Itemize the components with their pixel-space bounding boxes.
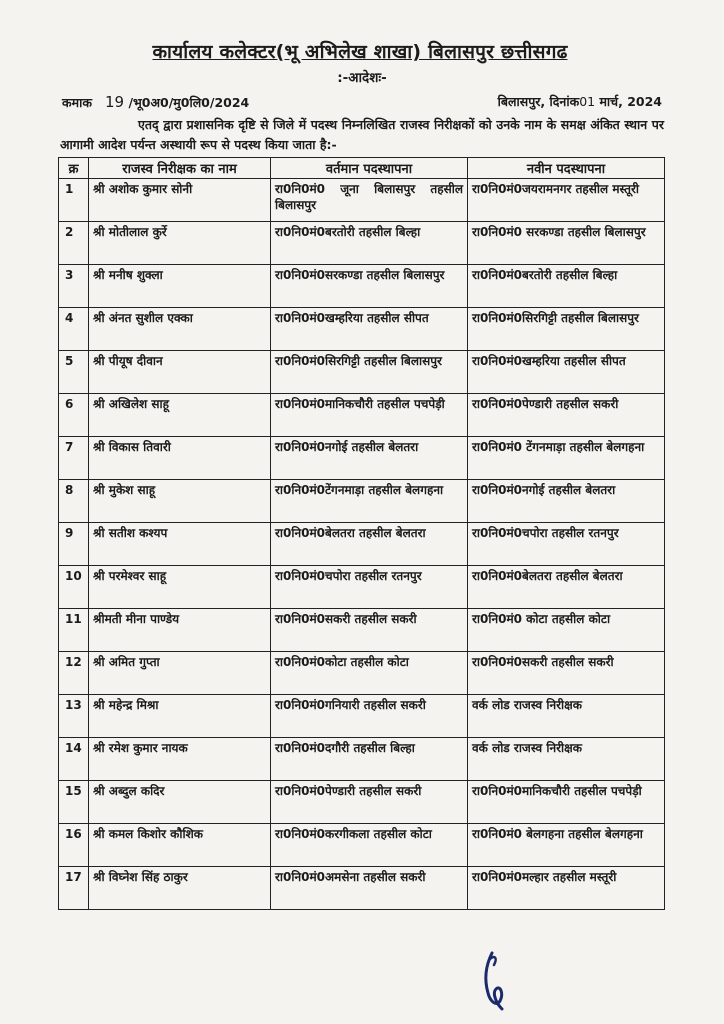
serial-cell: 10	[59, 566, 89, 609]
current-posting-cell: रा0नि0मं0बरतोरी तहसील बिल्हा	[271, 222, 468, 265]
serial-cell: 11	[59, 609, 89, 652]
new-posting-cell: वर्क लोड राजस्व निरीक्षक	[468, 738, 665, 781]
table-row	[59, 394, 665, 437]
serial-cell: 6	[59, 394, 89, 437]
new-posting-cell: रा0नि0मं0मल्हार तहसील मस्तूरी	[468, 867, 665, 910]
table-header-row	[59, 158, 665, 179]
serial-cell: 4	[59, 308, 89, 351]
current-posting-cell: रा0नि0मं0बेलतरा तहसील बेलतरा	[271, 523, 468, 566]
new-posting-cell: रा0नि0मं0 बेलगहना तहसील बेलगहना	[468, 824, 665, 867]
current-posting-cell: रा0नि0मं0दगौरी तहसील बिल्हा	[271, 738, 468, 781]
current-posting-cell: रा0नि0मं0खम्हरिया तहसील सीपत	[271, 308, 468, 351]
header-serial: क्र	[59, 158, 89, 179]
current-posting-cell: रा0नि0मं0नगोई तहसील बेलतरा	[271, 437, 468, 480]
table-row	[59, 265, 665, 308]
current-posting-cell: रा0नि0मं0सरकण्डा तहसील बिलासपुर	[271, 265, 468, 308]
place-date	[498, 93, 662, 110]
name-cell: श्री अमित गुप्ता	[89, 652, 271, 695]
name-cell: श्री विघ्नेश सिंह ठाकुर	[89, 867, 271, 910]
table-row	[59, 652, 665, 695]
name-cell: श्री कमल किशोर कौशिक	[89, 824, 271, 867]
new-posting-cell: रा0नि0मं0बेलतरा तहसील बेलतरा	[468, 566, 665, 609]
table-row	[59, 781, 665, 824]
current-posting-cell: रा0नि0मं0चपोरा तहसील रतनपुर	[271, 566, 468, 609]
table-row	[59, 609, 665, 652]
serial-cell: 8	[59, 480, 89, 523]
table-row	[59, 566, 665, 609]
new-posting-cell: रा0नि0मं0सिरगिट्टी तहसील बिलासपुर	[468, 308, 665, 351]
table-row	[59, 308, 665, 351]
transfer-table	[58, 157, 665, 910]
handwritten-day: 01	[579, 94, 596, 109]
name-cell: श्री मुकेश साहू	[89, 480, 271, 523]
name-cell: श्रीमती मीना पाण्डेय	[89, 609, 271, 652]
order-heading: :-आदेशः-	[337, 70, 387, 86]
new-posting-cell: रा0नि0मं0 सरकण्डा तहसील बिलासपुर	[468, 222, 665, 265]
reference-line	[62, 93, 662, 113]
name-cell: श्री सतीश कश्यप	[89, 523, 271, 566]
serial-cell: 16	[59, 824, 89, 867]
serial-cell: 1	[59, 179, 89, 222]
current-posting-cell: रा0नि0मं0अमसेना तहसील सकरी	[271, 867, 468, 910]
header-name: राजस्व निरीक्षक का नाम	[89, 158, 271, 179]
name-cell: श्री अखिलेश साहू	[89, 394, 271, 437]
place-date-suffix: मार्च, 2024	[599, 94, 662, 109]
serial-cell: 12	[59, 652, 89, 695]
current-posting-cell: रा0नि0मं0पेण्डारी तहसील सकरी	[271, 781, 468, 824]
new-posting-cell: रा0नि0मं0मानिकचौरी तहसील पचपेड़ी	[468, 781, 665, 824]
current-posting-cell: रा0नि0मं0सिरगिट्टी तहसील बिलासपुर	[271, 351, 468, 394]
new-posting-cell: रा0नि0मं0खम्हरिया तहसील सीपत	[468, 351, 665, 394]
new-posting-cell: रा0नि0मं0बरतोरी तहसील बिल्हा	[468, 265, 665, 308]
new-posting-cell: वर्क लोड राजस्व निरीक्षक	[468, 695, 665, 738]
new-posting-cell: रा0नि0मं0पेण्डारी तहसील सकरी	[468, 394, 665, 437]
intro-paragraph: एतद् द्वारा प्रशासनिक दृष्टि से जिले में पदस्थ निम्नलिखित राजस्व निरीक्षकों को उनके नाम के समक्ष अंकित स्थान पर आगामी आदेश पर्यन्त अस्थायी रूप से पदस्थ किया जाता है:-	[60, 117, 664, 152]
name-cell: श्री विकास तिवारी	[89, 437, 271, 480]
current-posting-cell: रा0नि0मं0टेंगनमाड़ा तहसील बेलगहना	[271, 480, 468, 523]
table-row	[59, 824, 665, 867]
current-posting-cell: रा0नि0मं0मानिकचौरी तहसील पचपेड़ी	[271, 394, 468, 437]
serial-cell: 14	[59, 738, 89, 781]
name-cell: श्री अब्दुल कदिर	[89, 781, 271, 824]
name-cell: श्री परमेश्वर साहू	[89, 566, 271, 609]
header-current-posting: वर्तमान पदस्थापना	[271, 158, 468, 179]
current-posting-cell: रा0नि0मं0गनियारी तहसील सकरी	[271, 695, 468, 738]
new-posting-cell: रा0नि0मं0चपोरा तहसील रतनपुर	[468, 523, 665, 566]
name-cell: श्री रमेश कुमार नायक	[89, 738, 271, 781]
name-cell: श्री अशोक कुमार सोनी	[89, 179, 271, 222]
current-posting-cell: रा0नि0मं0कोटा तहसील कोटा	[271, 652, 468, 695]
table-row	[59, 738, 665, 781]
current-posting-cell: रा0नि0मं0सकरी तहसील सकरी	[271, 609, 468, 652]
table-row	[59, 523, 665, 566]
place-date-prefix: बिलासपुर, दिनांक	[497, 94, 580, 109]
table-row	[59, 437, 665, 480]
name-cell: श्री मोतीलाल कुर्रे	[89, 222, 271, 265]
new-posting-cell: रा0नि0मं0जयरामनगर तहसील मस्तूरी	[468, 179, 665, 222]
table-row	[59, 351, 665, 394]
new-posting-cell: रा0नि0मं0सकरी तहसील सकरी	[468, 652, 665, 695]
handwritten-order-number: 19	[104, 93, 125, 111]
name-cell: श्री अंनत सुशील एक्का	[89, 308, 271, 351]
order-code: /भू0अ0/मु0लि0/2024	[128, 95, 250, 110]
serial-cell: 7	[59, 437, 89, 480]
serial-cell: 13	[59, 695, 89, 738]
current-posting-cell: रा0नि0मं0करगीकला तहसील कोटा	[271, 824, 468, 867]
serial-cell: 5	[59, 351, 89, 394]
signature	[470, 945, 520, 1013]
table-row	[59, 480, 665, 523]
new-posting-cell: रा0नि0मं0 टेंगनमाड़ा तहसील बेलगहना	[468, 437, 665, 480]
table-row	[59, 179, 665, 222]
serial-cell: 2	[59, 222, 89, 265]
table-row	[59, 867, 665, 910]
name-cell: श्री मनीष शुक्ला	[89, 265, 271, 308]
current-posting-cell: रा0नि0मं0 जूना बिलासपुर तहसील बिलासपुर	[271, 179, 468, 222]
order-number	[62, 93, 249, 111]
name-cell: श्री पीयूष दीवान	[89, 351, 271, 394]
serial-cell: 9	[59, 523, 89, 566]
header-new-posting: नवीन पदस्थापना	[468, 158, 665, 179]
serial-cell: 3	[59, 265, 89, 308]
table-row	[59, 222, 665, 265]
table-row	[59, 695, 665, 738]
name-cell: श्री महेन्द्र मिश्रा	[89, 695, 271, 738]
new-posting-cell: रा0नि0मं0 कोटा तहसील कोटा	[468, 609, 665, 652]
office-title: कार्यालय कलेक्टर(भू अभिलेख शाखा) बिलासपुर छत्तीसगढ	[152, 41, 568, 63]
serial-cell: 17	[59, 867, 89, 910]
new-posting-cell: रा0नि0मं0नगोई तहसील बेलतरा	[468, 480, 665, 523]
serial-cell: 15	[59, 781, 89, 824]
order-number-prefix: कमाक	[62, 95, 92, 110]
